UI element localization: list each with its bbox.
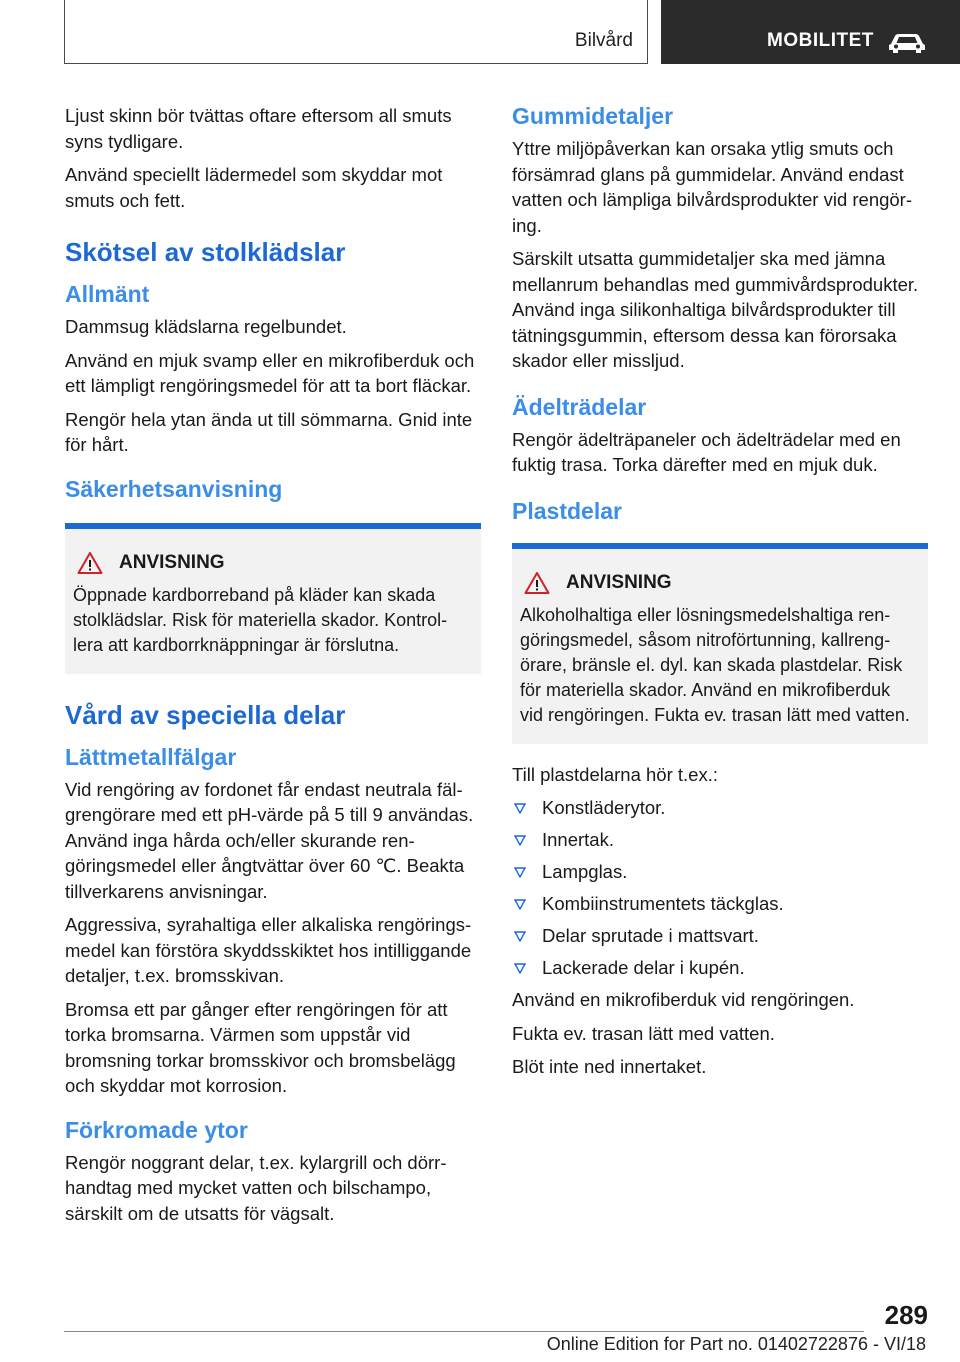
paragraph: Rengör ädelträpaneler och ädelträdelar med en fuktig trasa. Torka därefter med en mjuk duk. [512, 428, 901, 475]
footer-divider [64, 1331, 864, 1332]
heading-skotsel: Skötsel av stolklädslar [65, 237, 346, 267]
list-item: Lampglas. [512, 859, 928, 884]
heading-allmant: Allmänt [65, 281, 150, 307]
heading-forkrom: Förkromade ytor [65, 1116, 248, 1143]
list-item: Kombiinstrumentets täckglas. [512, 891, 928, 916]
warning-icon [77, 551, 103, 575]
notice-box [512, 543, 928, 744]
plast-list [512, 795, 928, 980]
heading-vard: Vård av speciella delar [65, 699, 346, 730]
paragraph: Till plastdelarna hör t.ex.: [512, 763, 718, 785]
paragraph: Aggressiva, syrahaltiga eller alkaliska rengöringsmedel kan förstöra skyddsskiktet hos intilliggande detaljer, t.ex. bromsskivan. [65, 914, 472, 986]
paragraph: Vid rengöring av fordonet får endast neutrala fälgrengörare med ett pH-värde på 5 till 9 användas. Använd inga hårda och/eller skurande rengöringsmedel eller ångtvättar över 60 ℃. Beakta tillverkarens anvisningar. [65, 778, 474, 902]
heading-lattmetall: Lättmetallfälgar [65, 743, 237, 770]
notice-text: Öppnade kardborreband på kläder kan skada stolklädslar. Risk för materiella skador. Kontrollera att kardborrknäppningar är förslutna. [73, 584, 448, 655]
warning-icon [524, 571, 550, 595]
heading-sakerhet: Säkerhetsanvisning [65, 475, 283, 502]
paragraph: Använd speciellt lädermedel som skyddar mot smuts och fett. [65, 164, 443, 211]
list-item: Innertak. [512, 827, 928, 852]
notice-title [73, 551, 467, 575]
notice-box [65, 523, 481, 674]
header-section-title: Bilvård [574, 30, 633, 51]
list-item: Konstläderytor. [512, 795, 928, 820]
page-number: 289 [884, 1300, 928, 1330]
triangle-bullet-icon [514, 867, 526, 878]
paragraph: Rengör noggrant delar, t.ex. kylargrill och dörrhandtag med mycket vatten och bilschampo, särskilt om de utsatts för vägsalt. [65, 1151, 447, 1224]
notice-title-text: ANVISNING [119, 551, 225, 573]
paragraph: Dammsug klädslarna regelbundet. [65, 316, 347, 337]
header-chapter-tab [661, 0, 960, 64]
paragraph: Använd en mjuk svamp eller en mikrofiberduk och ett lämpligt rengöringsmedel för att ta bort fläckar. [65, 349, 475, 396]
paragraph: Använd en mikrofiberduk vid rengöringen. [512, 989, 855, 1010]
heading-adeltra: Ädelträdelar [512, 393, 647, 420]
triangle-bullet-icon [514, 803, 526, 814]
header-chapter-title: MOBILITET [767, 30, 874, 51]
footer-edition: Online Edition for Part no. 01402722876 - VI/18 [546, 1334, 926, 1354]
list-item: Delar sprutade i mattsvart. [512, 923, 928, 948]
car-icon [887, 30, 927, 54]
paragraph: Särskilt utsatta gummidetaljer ska med jämna mellanrum behandlas med gummivårdsprodukter. Använd inga silikonhaltiga bilvårdsprodukter till tätningsgummin, eftersom dessa kan förorsaka skador eller missljud. [512, 248, 919, 371]
paragraph: Ljust skinn bör tvättas oftare eftersom all smuts syns tydligare. [65, 105, 452, 152]
triangle-bullet-icon [514, 835, 526, 846]
notice-title [520, 571, 914, 595]
list-item: Lackerade delar i kupén. [512, 955, 928, 980]
notice-title-text: ANVISNING [566, 571, 672, 593]
paragraph: Fukta ev. trasan lätt med vatten. [512, 1022, 775, 1044]
left-column [65, 103, 481, 1234]
notice-text: Alkoholhaltiga eller lösningsmedelshaltiga rengöringsmedel, såsom nitroförtunning, kallrengörare, bränsle el. dyl. kan skada plastdelar. Risk för materiella skador. Använd en mikrofiberduk vid rengöringen. Fukta ev. trasan lätt med vatten. [520, 604, 910, 725]
paragraph: Rengör hela ytan ända ut till sömmarna. Gnid inte för hårt. [65, 408, 473, 455]
header-section-tab [64, 0, 648, 64]
right-column [512, 103, 928, 1088]
heading-gummi: Gummidetaljer [512, 103, 674, 129]
heading-plast: Plastdelar [512, 497, 622, 524]
triangle-bullet-icon [514, 931, 526, 942]
paragraph: Yttre miljöpåverkan kan orsaka ytlig smuts och försämrad glans på gummidelar. Använd endast vatten och lämpliga bilvårdsprodukter vid rengöring. [512, 138, 913, 236]
triangle-bullet-icon [514, 963, 526, 974]
paragraph: Blöt inte ned innertaket. [512, 1056, 707, 1077]
paragraph: Bromsa ett par gånger efter rengöringen för att torka bromsarna. Värmen som uppstår vid bromsning torkar bromsskivor och bromsbelägg och skyddar mot korrosion. [65, 998, 456, 1096]
triangle-bullet-icon [514, 899, 526, 910]
